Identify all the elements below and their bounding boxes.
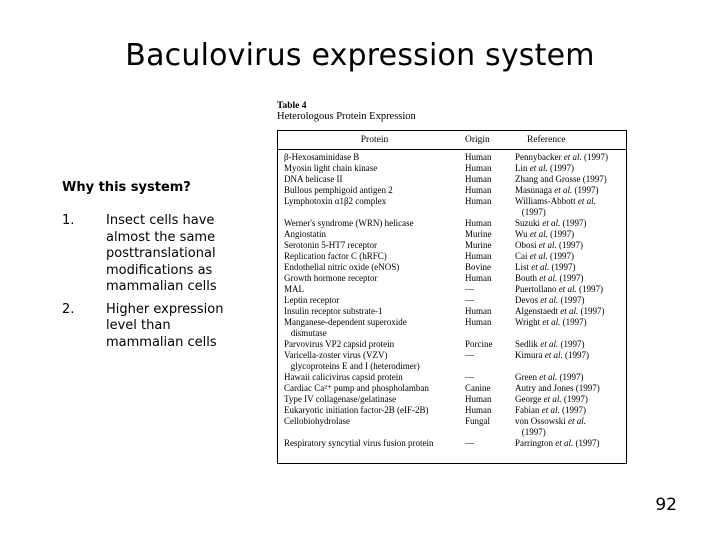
cell-origin: — [465,350,474,360]
cell-protein: Varicella-zoster virus (VZV) [284,350,388,360]
cell-reference [515,196,626,207]
cell-reference [515,339,626,350]
cell-reference [515,427,626,438]
cell-reference [515,229,626,240]
cell-protein: Parvovirus VP2 capsid protein [284,339,395,349]
reference-authors: Cai [515,251,530,261]
reference-year: (1997) [562,350,589,360]
cell-origin: Murine [465,229,492,239]
reference-etal: et al. [554,185,573,195]
table-row [278,284,626,295]
cell-reference [515,251,626,262]
cell-origin: Human [465,152,492,162]
table-caption-title: Heterologous Protein Expression [277,111,416,122]
cell-reference [515,295,626,306]
cell-protein: Eukaryotic initiation factor-2B (eIF-2B) [284,405,429,415]
cell-protein: Lymphotoxin α1β2 complex [284,196,387,206]
cell-reference [515,273,626,284]
cell-origin: Human [465,306,492,316]
left-panel [62,180,242,357]
table-caption-number: Table 4 [277,101,307,111]
reference-etal: et al. [558,284,577,294]
reference-authors: Devos [515,295,541,305]
table-row [278,273,626,284]
table-row [278,361,626,372]
table-row [278,218,626,229]
table-row [278,427,626,438]
cell-protein: Endothelial nitric oxide (eNOS) [284,262,400,272]
cell-reference [515,328,626,339]
protein-table-figure [277,101,627,464]
table-row [278,185,626,196]
cell-origin: Human [465,185,492,195]
table-row [278,416,626,427]
cell-protein: Manganese-dependent superoxide [284,317,407,327]
reference-authors: Suzuki [515,218,543,228]
header-protein: Protein [360,135,389,145]
cell-reference [515,438,626,449]
reference-authors: Wu [515,229,530,239]
reference-year: (1997) [576,284,603,294]
table-row [278,174,626,185]
reference-etal: et al. [543,394,562,404]
cell-protein: Cardiac Ca²⁺ pump and phospholamban [284,383,429,393]
cell-protein: dismutase [284,328,327,338]
reference-year: (1997) [547,229,575,239]
reference-authors: Zhang and Grosse (1997) [515,174,607,184]
reference-etal: et al. [541,405,560,415]
table-row [278,339,626,350]
cell-origin: Human [465,394,492,404]
reference-year: (1997) [558,339,585,349]
cell-protein: Cellobiohydrolase [284,416,350,426]
cell-origin [465,361,515,372]
reference-etal: et al. [529,163,548,173]
cell-protein: Hawaii calicivirus capsid protein [284,372,403,382]
reference-authors: (1997) [515,427,546,437]
cell-reference [515,350,626,361]
cell-protein: Serotonin 5-HT7 receptor [284,240,377,250]
cell-reference [515,405,626,416]
cell-protein: Werner's syndrome (WRN) helicase [284,218,414,228]
cell-protein [278,207,465,218]
table-row [278,405,626,416]
item-number: 2. [62,301,75,317]
reference-etal: et al. [542,317,561,327]
table-row [278,152,626,163]
reference-etal: et al. [539,372,558,382]
reference-authors: Fabian [515,405,542,415]
cell-origin [465,427,515,438]
table-row [278,350,626,361]
reference-authors: (1997) [515,207,546,217]
header-origin: Origin [465,135,490,145]
cell-protein: Type IV collagenase/gelatinase [284,394,397,404]
reason-item [62,302,242,352]
cell-reference [515,372,626,383]
cell-reference [515,317,626,328]
reference-authors: Algenstaedt [515,306,561,316]
cell-reference [515,361,626,372]
table-row [278,328,626,339]
cell-origin: Fungal [465,416,491,426]
table-row [278,306,626,317]
cell-reference [515,218,626,229]
cell-origin: Human [465,174,492,184]
reference-authors: Pennybacker [515,152,564,162]
cell-protein: Bullous pemphigoid antigen 2 [284,185,393,195]
cell-origin: Human [465,163,492,173]
cell-origin: Human [465,317,492,327]
cell-origin [465,207,515,218]
reference-etal: et al. [529,229,548,239]
cell-origin: Bovine [465,262,491,272]
reference-authors: Lin [515,163,530,173]
left-heading: Why this system? [62,180,191,195]
reference-year: (1997) [547,251,574,261]
cell-reference [515,306,626,317]
cell-reference [515,240,626,251]
reference-authors: Bouth [515,273,540,283]
reference-authors: Wright [515,317,543,327]
cell-protein: Respiratory syncytial virus fusion protein [284,438,434,448]
cell-reference [515,174,626,185]
reference-authors: Williams-Abbott [515,196,578,206]
reference-year: (1997) [559,405,586,415]
table-row [278,229,626,240]
table-row [278,317,626,328]
cell-protein: Growth hormone receptor [284,273,378,283]
reference-etal: et al. [540,339,559,349]
cell-reference [515,394,626,405]
reference-authors: List [515,262,532,272]
cell-protein: glycoproteins E and I (heterodimer) [284,361,420,371]
reference-etal: et al. [568,416,587,426]
reference-year: (1997) [572,185,599,195]
cell-protein: Myosin light chain kinase [284,163,378,173]
table-row [278,163,626,174]
table-row [278,240,626,251]
reference-etal: et al. [529,251,548,261]
cell-origin: Murine [465,240,492,250]
reference-year: (1997) [560,218,587,228]
reference-year: (1997) [578,306,605,316]
cell-origin: Human [465,273,492,283]
table-row [278,438,626,449]
reference-year: (1997) [549,262,576,272]
cell-protein: MAL [284,284,304,294]
cell-origin [465,328,515,339]
reason-list [62,213,242,351]
reference-authors: Green [515,372,540,382]
table-row [278,372,626,383]
reference-authors: von Ossowski [515,416,569,426]
cell-reference [515,284,626,295]
reference-etal: et al. [577,196,596,206]
item-number: 1. [62,213,75,228]
reference-authors: Masunaga [515,185,555,195]
reference-year: (1997) [547,163,574,173]
cell-reference [515,416,626,427]
reference-year: (1997) [557,372,584,382]
cell-protein: DNA helicase II [284,174,343,184]
reference-etal: et al. [540,295,559,305]
reason-item [62,213,242,296]
slide-title: Baculovirus expression system [125,38,595,73]
reference-authors: Puertollano [515,284,559,294]
reference-etal: et al. [531,262,550,272]
reference-authors: Parrington [515,438,556,448]
reference-authors: Obosi [515,240,539,250]
cell-origin: — [465,372,474,382]
reference-etal: et al. [544,350,563,360]
table-row [278,394,626,405]
reference-authors: Kimura [515,350,545,360]
table-row [278,196,626,207]
reference-etal: et al. [542,218,561,228]
table-row [278,262,626,273]
cell-origin: Human [465,196,492,206]
cell-protein: Leptin receptor [284,295,340,305]
item-text: Higher expression level than mammalian cells [106,301,224,350]
table-row [278,251,626,262]
cell-origin: — [465,438,474,448]
cell-protein: Angiostatin [284,229,326,239]
reference-year: (1997) [557,273,584,283]
cell-origin: — [465,295,474,305]
cell-protein: Insulin receptor substrate-1 [284,306,383,316]
reference-year: (1997) [561,394,588,404]
cell-reference [515,207,626,218]
item-text: Insect cells have almost the same posttranslational modifications as mammalian cells [106,213,217,294]
cell-reference [515,185,626,196]
reference-authors: George [515,394,544,404]
reference-year: (1997) [581,152,608,162]
cell-origin: Porcine [465,339,493,349]
cell-origin: Human [465,218,492,228]
cell-protein [278,427,465,438]
cell-reference [515,163,626,174]
reference-year: (1997) [556,240,584,250]
table-row [278,207,626,218]
cell-origin: Canine [465,383,491,393]
reference-etal: et al. [555,438,574,448]
page-number: 92 [655,495,677,515]
cell-reference [515,383,626,394]
cell-protein: Replication factor C (hRFC) [284,251,387,261]
reference-authors: Sedlik [515,339,541,349]
reference-year: (1997) [558,295,585,305]
header-reference: Reference [527,135,566,145]
cell-protein: β-Hexosaminidase B [284,152,360,162]
reference-year: (1997) [573,438,600,448]
reference-etal: et al. [563,152,582,162]
cell-origin: Human [465,251,492,261]
reference-etal: et al. [560,306,579,316]
cell-origin: — [465,284,474,294]
reference-year: (1997) [560,317,587,327]
protein-table [277,130,627,464]
table-header-row [278,131,626,150]
reference-etal: et al. [538,240,557,250]
table-row [278,295,626,306]
cell-reference [515,152,626,163]
table-body [278,150,626,449]
cell-reference [515,262,626,273]
table-row [278,383,626,394]
reference-etal: et al. [539,273,558,283]
cell-origin: Human [465,405,492,415]
reference-authors: Autry and Jones (1997) [515,383,600,393]
